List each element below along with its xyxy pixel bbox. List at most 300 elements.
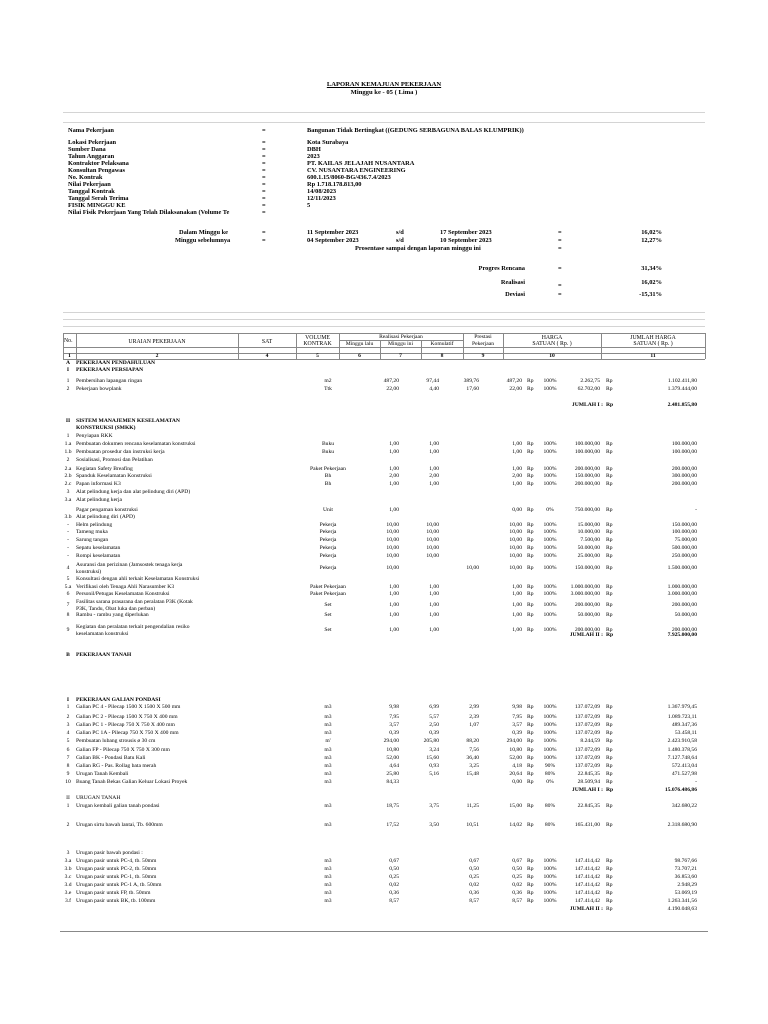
progress-plan-value: 31,34%	[641, 265, 662, 272]
cell-j: 250.000,00	[671, 553, 697, 559]
info-label: Tanggal Serah Terima	[68, 195, 129, 202]
cell-k: 7,95	[512, 714, 522, 720]
cell-u: Personil/Petugas Keselamatan Konstruksi	[76, 591, 170, 597]
cell-k: 10,00	[509, 522, 522, 528]
cell-v: 1,00	[389, 441, 399, 447]
cell-rp2: Rp	[606, 866, 613, 872]
column-number: 10	[549, 353, 555, 359]
cell-p: 100%	[543, 747, 557, 753]
cell-m1: 10,00	[426, 522, 439, 528]
cell-u: Pembuatan lubang strousis ø 30 cm	[76, 738, 156, 744]
cell-s: m3	[324, 822, 332, 828]
cell-s: Buku	[321, 449, 335, 455]
cell-h: 200.000,00	[574, 627, 600, 633]
cell-no: 2.c	[64, 481, 72, 487]
cell-m2: 389,76	[463, 378, 479, 384]
cell-u: Pembuatan dokumen rencana keselamatan konstruksi	[76, 441, 196, 447]
cell-rp: Rp	[527, 537, 534, 543]
cell-u: Sarung tangan	[76, 537, 109, 543]
cell-no: B	[66, 652, 70, 658]
cell-m1: 1,00	[429, 602, 439, 608]
cell-rp2: Rp	[606, 890, 613, 896]
cell-p: 90%	[544, 763, 556, 769]
cell-h: 137.072,09	[574, 730, 600, 736]
cell-p: 100%	[543, 612, 557, 618]
cell-no: -	[67, 537, 69, 543]
cell-s: Pekerja	[319, 529, 337, 535]
cell-m2: 88,20	[466, 738, 479, 744]
current-week-label: Dalam Minggu ke	[179, 229, 228, 236]
cell-s: Pekerja	[319, 522, 337, 528]
cell-no: 8	[66, 612, 70, 618]
cell-rp2: Rp	[606, 602, 613, 608]
cell-k: 14,02	[509, 822, 522, 828]
cell-m2: 10,51	[466, 822, 479, 828]
eq-sign: =	[262, 174, 266, 181]
cell-j: 1.089.723,11	[667, 714, 697, 720]
cell-m1: 10,00	[426, 529, 439, 535]
cell-rp2: Rp	[606, 402, 614, 408]
cell-rp: Rp	[527, 473, 534, 479]
cell-v: 0,50	[389, 866, 399, 872]
cell-k: 10,00	[509, 529, 522, 535]
cell-s: Unit	[323, 507, 333, 513]
cell-m2: 36,40	[466, 755, 479, 761]
cell-j: 200.000,00	[671, 466, 697, 472]
cell-m1: 6,99	[429, 704, 439, 710]
cell-p: 100%	[543, 882, 557, 888]
cell-s: Bh	[324, 473, 332, 479]
cell-rp2: Rp	[606, 730, 613, 736]
cell-k: 1,00	[512, 612, 522, 618]
cell-j: 342.680,22	[671, 803, 697, 809]
cell-s: m3	[324, 755, 332, 761]
cell-rp2: Rp	[606, 898, 613, 904]
cell-h: 137.072,09	[574, 714, 600, 720]
cell-m1: 1,00	[429, 449, 439, 455]
cell-rp2: Rp	[606, 627, 613, 633]
cell-k: 0,39	[512, 730, 522, 736]
cell-no: -	[67, 529, 69, 535]
cell-u: PEKERJAAN PERSIAPAN	[76, 367, 144, 373]
eq-sign: =	[262, 167, 266, 174]
col-kontrak-header: KONTRAK	[303, 341, 332, 347]
cell-rp2: Rp	[606, 822, 613, 828]
cell-h: 100.000,00	[574, 441, 600, 447]
cell-rp: Rp	[527, 612, 534, 618]
cell-h: 750.000,00	[574, 507, 600, 513]
cell-no: 3.a	[64, 497, 72, 503]
col-sat-header: SAT	[261, 339, 273, 345]
info-value: 600.1.15/8060-BG/436.7.4/2023	[307, 174, 391, 181]
cell-s: m3	[324, 730, 332, 736]
cell-h: 137.072,09	[574, 755, 600, 761]
cell-no: I	[66, 367, 70, 373]
cell-rp: Rp	[527, 822, 534, 828]
cell-v: 22,00	[386, 386, 399, 392]
cell-no: 3	[66, 489, 70, 495]
cell-u: URUGAN TANAH	[76, 795, 121, 801]
cell-s: m3	[324, 874, 332, 880]
cell-u: KONSTRUKSI (SMKK)	[76, 425, 136, 431]
cell-u: Galian PC 1A - Pilecap 750 X 750 X 400 mm	[76, 730, 179, 736]
cell-p: 100%	[543, 627, 557, 633]
cell-no: 6	[66, 591, 70, 597]
cell-lab: JUMLAH II :	[569, 906, 603, 912]
info-label: Konsultan Pengawas	[68, 167, 125, 174]
cell-v: 1,00	[389, 507, 399, 513]
cell-s: Bh	[324, 481, 332, 487]
cell-k: 487,20	[506, 378, 522, 384]
cell-j: 98.767,66	[674, 858, 697, 864]
cell-rp2: Rp	[606, 722, 613, 728]
eq-sign: =	[262, 160, 266, 167]
cell-v: 10,00	[386, 522, 399, 528]
cell-p: 100%	[543, 704, 557, 710]
cell-j: -	[695, 507, 697, 513]
cell-m2: 3,25	[469, 763, 479, 769]
cell-u: Urugan sirtu bawah lantai, Tb. 600mm	[76, 822, 163, 828]
cell-rp2: Rp	[606, 803, 613, 809]
info-value: PT. KAILAS JELAJAH NUSANTARA	[307, 160, 415, 167]
cell-j: 2.423.910,58	[667, 738, 697, 744]
cell-j: 73.707,21	[674, 866, 697, 872]
col-realisasi-header: Realisasi Pekerjaan	[379, 334, 423, 340]
cell-rp2: Rp	[606, 787, 614, 793]
cell-u: Urugan pasir bawah pondasi :	[76, 850, 143, 856]
cell-k: 10,00	[509, 553, 522, 559]
cell-k: 1,00	[512, 466, 522, 472]
cell-rp: Rp	[527, 522, 534, 528]
progress-real-label: Realisasi	[500, 279, 525, 286]
prev-week-label: Minggu sebelumnya	[175, 237, 231, 244]
col-volume-header: VOLUME	[305, 335, 330, 341]
eq-sign: =	[558, 265, 562, 272]
cell-j: 50.000,00	[674, 612, 697, 618]
cell-v: 18,75	[386, 803, 399, 809]
cell-rp: Rp	[527, 584, 534, 590]
cell-p: 100%	[543, 466, 557, 472]
cell-h: 28.509,94	[577, 779, 600, 785]
cell-m1: 5,16	[429, 771, 439, 777]
cell-no: -	[67, 553, 69, 559]
cell-s: Paket Pekerjaan	[310, 466, 346, 472]
cell-p: 100%	[543, 730, 557, 736]
cell-u: Pembuatan prosedur dan instruksi kerja	[76, 449, 165, 455]
cell-h: 147.414,42	[574, 898, 600, 904]
cell-no: -	[67, 545, 69, 551]
cell-rp: Rp	[527, 730, 534, 736]
table-bottom-border	[60, 931, 708, 932]
cell-m1: 205,80	[423, 738, 439, 744]
cell-v: 1,00	[389, 627, 399, 633]
cell-h: 100.000,00	[574, 449, 600, 455]
info-label: No. Kontrak	[68, 174, 103, 181]
cell-m1: 1,00	[429, 584, 439, 590]
cell-k: 52,00	[509, 755, 522, 761]
info-label: Tahun Anggaran	[68, 153, 115, 160]
cell-v: 0,67	[389, 858, 399, 864]
cell-rp: Rp	[527, 441, 534, 447]
cell-rp: Rp	[527, 529, 534, 535]
cell-rp: Rp	[527, 627, 534, 633]
cell-no: 3.b	[64, 866, 72, 872]
cell-j: 500.000,00	[671, 545, 697, 551]
column-number: 1	[68, 353, 71, 359]
cell-s: m3	[324, 890, 332, 896]
column-number: 5	[316, 353, 319, 359]
info-label: Lokasi Pekerjaan	[68, 139, 117, 146]
report-week: Minggu ke - 05 ( Lima )	[350, 89, 418, 96]
progress-real-value: 16,02%	[641, 279, 662, 286]
cell-v: 10,80	[386, 747, 399, 753]
cell-m1: 1,00	[429, 441, 439, 447]
cell-v: 8,57	[389, 898, 399, 904]
cell-rp: Rp	[527, 466, 534, 472]
col-minggu-lalu-header: Minggu lalu	[345, 341, 374, 347]
cell-v: 10,00	[386, 537, 399, 543]
sd-label: s/d	[396, 229, 404, 236]
cell-k: 0,67	[512, 858, 522, 864]
cell-j: 36.853,60	[674, 874, 697, 880]
cell-p: 100%	[543, 584, 557, 590]
cell-m1: 0,93	[429, 763, 439, 769]
cell-no: A	[65, 360, 71, 366]
cell-rp: Rp	[527, 602, 534, 608]
cell-h: 22.845,35	[577, 803, 600, 809]
cell-u: Galian FP - Pilecap 750 X 750 X 300 mm	[76, 747, 170, 753]
cell-rp2: Rp	[606, 738, 613, 744]
cell-v: 10,00	[386, 529, 399, 535]
cell-j: 75.000,00	[674, 537, 697, 543]
cell-rp: Rp	[527, 565, 534, 571]
cell-rp2: Rp	[606, 507, 613, 513]
cell-s: Pekerja	[319, 537, 337, 543]
cell-no: II	[65, 418, 71, 424]
cell-m2: 11,25	[466, 803, 479, 809]
cell-h: 147.414,42	[574, 866, 600, 872]
cell-v: 3,57	[389, 722, 399, 728]
cell-rp: Rp	[527, 449, 534, 455]
cell-m2: 7,56	[469, 747, 479, 753]
cell-v: 1,00	[389, 591, 399, 597]
cell-m2: 2,39	[469, 714, 479, 720]
cell-v: 0,25	[389, 874, 399, 880]
cell-u: Galian BK - Pondasi Batu Kali	[76, 755, 146, 761]
cell-s: m3	[324, 866, 332, 872]
cell-u: PEKERJAAN PENDAHULUAN	[76, 360, 156, 366]
col-harga-satuan-header: SATUAN ( Rp. )	[532, 341, 572, 347]
col-pekerjaan-header: Pekerjaan	[471, 341, 495, 347]
cell-p: 0%	[546, 779, 554, 785]
cell-v: 25,80	[386, 771, 399, 777]
info-label: Nilai Pekerjaan	[68, 181, 111, 188]
progress-plan-label: Progres Rencana	[478, 265, 525, 272]
cell-j: 200.000,00	[671, 602, 697, 608]
cell-rp2: Rp	[606, 537, 613, 543]
cell-j: -	[695, 779, 697, 785]
cell-u: Galian PC 1 - Pilecap 750 X 750 X 400 mm	[76, 722, 175, 728]
cell-k: 1,00	[512, 449, 522, 455]
cell-no: 3.b	[64, 514, 72, 520]
cell-u: Alat pelindung kerja dan alat pelindung diri (APD)	[76, 489, 191, 495]
cell-h: 8.244,59	[580, 738, 600, 744]
cell-u: Helm pelindung	[76, 522, 113, 528]
cell-v: 52,00	[386, 755, 399, 761]
cell-j: 200.000,00	[671, 481, 697, 487]
cell-s: m3	[324, 898, 332, 904]
eq-sign: =	[262, 237, 266, 244]
cell-p: 100%	[543, 858, 557, 864]
cell-p: 100%	[543, 529, 557, 535]
cell-p: 100%	[543, 602, 557, 608]
col-uraian-header: URAIAN PEKERJAAN	[128, 339, 186, 345]
cell-m2: 0,02	[469, 882, 479, 888]
cell-s: m3	[324, 803, 332, 809]
cell-rp: Rp	[527, 803, 534, 809]
cell-m1: 3,75	[429, 803, 439, 809]
cell-rp2: Rp	[606, 466, 613, 472]
eq-sign: =	[262, 209, 266, 216]
column-number: 11	[650, 353, 656, 359]
cell-m2: 1,07	[469, 722, 479, 728]
report-title: LAPORAN KEMAJUAN PEKERJAAN	[326, 81, 442, 88]
eq-sign: =	[262, 181, 266, 188]
column-number: 4	[265, 353, 269, 359]
col-no-header: No.	[64, 338, 73, 344]
cell-p: 100%	[543, 481, 557, 487]
info-value: 2023	[307, 153, 320, 160]
cell-rp2: Rp	[606, 714, 613, 720]
cell-no: 3.d	[64, 882, 72, 888]
cell-v: 0,36	[389, 890, 399, 896]
eq-sign: =	[558, 229, 562, 236]
cell-no: 10	[65, 779, 71, 785]
cell-s: m3	[324, 704, 332, 710]
cell-p: 100%	[543, 537, 557, 543]
cell-k: 10,00	[509, 537, 522, 543]
eq-sign: =	[262, 188, 266, 195]
cell-no: 3	[66, 722, 70, 728]
cell-h: 200.000,00	[574, 602, 600, 608]
info-value: Kota Surabaya	[307, 139, 349, 146]
col-komulatif-header: Komulatif	[430, 341, 454, 347]
cell-p: 100%	[543, 738, 557, 744]
info-label: FISIK MINGGU KE	[68, 202, 126, 209]
cell-rp: Rp	[527, 738, 534, 744]
cell-j: 100.000,00	[671, 449, 697, 455]
cell-rp2: Rp	[606, 378, 613, 384]
cell-u: Konsultasi dengan ahli terkait Keselamatan Konstruksi	[76, 576, 200, 582]
cell-u: Penyiapan RKK	[76, 433, 113, 439]
cell-rp2: Rp	[606, 612, 613, 618]
cell-u: Urugan pasir untuk FP, tb. 50mm	[76, 890, 151, 896]
eq-sign: =	[558, 237, 562, 244]
cell-s: Paket Pekerjaan	[310, 584, 346, 590]
cell-v: 17,52	[386, 822, 399, 828]
cell-no: 2.a	[64, 466, 72, 472]
cell-h: 137.072,09	[574, 747, 600, 753]
cell-no: 4	[66, 565, 70, 571]
cell-h: 62.702,00	[577, 386, 600, 392]
cell-s: Pekerja	[319, 553, 337, 559]
cell-p: 100%	[543, 714, 557, 720]
cell-p: 100%	[543, 898, 557, 904]
col-minggu-ini-header: Minggu ini	[387, 341, 414, 347]
cell-no: II	[66, 795, 70, 801]
cell-h: 10.000,00	[577, 529, 600, 535]
cell-m2: 2,99	[469, 704, 479, 710]
cell-p: 100%	[543, 473, 557, 479]
cell-h: 137.072,09	[574, 722, 600, 728]
cell-h: 25.000,00	[577, 553, 600, 559]
cell-m1: 5,57	[429, 714, 439, 720]
cell-rp2: Rp	[606, 441, 613, 447]
eq-sign: =	[262, 139, 266, 146]
col-prestasi-header: Prestasi	[474, 334, 492, 340]
cell-j: 489.347,36	[671, 722, 697, 728]
cell-u: Spanduk Keselamatan Konstruksi	[76, 473, 152, 479]
cell-no: 5	[66, 738, 70, 744]
cell-v: 2,00	[389, 473, 399, 479]
cell-rp: Rp	[527, 591, 534, 597]
cell-rp: Rp	[527, 722, 534, 728]
cell-rp: Rp	[527, 704, 534, 710]
cell-u: Galian PC 2 - Pilecap 1500 X 750 X 400 mm	[76, 714, 178, 720]
progress-dev-value: -15,31%	[639, 291, 662, 298]
cell-j: 7.127.748,64	[667, 755, 697, 761]
cell-k: 9,98	[512, 704, 522, 710]
cell-rp2: Rp	[606, 553, 613, 559]
cell-rp2: Rp	[606, 874, 613, 880]
eq-sign: =	[262, 146, 266, 153]
cell-v: 487,20	[383, 378, 399, 384]
cell-p: 100%	[543, 591, 557, 597]
cell-h: 147.414,42	[574, 882, 600, 888]
cell-p: 100%	[543, 449, 557, 455]
cell-rp: Rp	[527, 755, 534, 761]
cell-rp2: Rp	[606, 779, 613, 785]
cell-u: Pembersihan lapangan ringan	[76, 378, 143, 384]
cell-s: m'	[325, 738, 331, 744]
cell-p: 80%	[544, 803, 556, 809]
prev-to: 10 September 2023	[440, 237, 492, 244]
cell-k: 2,00	[512, 473, 522, 479]
eq-sign: =	[262, 202, 266, 209]
cell-s: m3	[324, 747, 332, 753]
cell-k: 1,00	[512, 627, 522, 633]
cell-u: Urugan pasir untuk BK, tb. 100mm	[76, 898, 156, 904]
cell-h: 137.072,09	[574, 763, 600, 769]
cell-j: 1.480.378,56	[667, 747, 697, 753]
cell-rp2: Rp	[606, 545, 613, 551]
cell-p: 100%	[543, 565, 557, 571]
cell-j: 100.000,00	[671, 529, 697, 535]
cell-p: 100%	[543, 874, 557, 880]
cell-j: 100.000,00	[671, 441, 697, 447]
cell-j: 53.069,19	[674, 890, 697, 896]
cell-m1: 1,00	[429, 627, 439, 633]
cell-rp: Rp	[527, 386, 534, 392]
info-value: 14/08/2023	[307, 188, 337, 195]
cell-m1: 2,50	[429, 722, 439, 728]
cell-m2: 10,00	[466, 565, 479, 571]
cell-k: 0,02	[512, 882, 522, 888]
cell-rp2: Rp	[606, 449, 613, 455]
eq-sign: =	[262, 195, 266, 202]
cell-h: 137.072,09	[574, 704, 600, 710]
cell-u: Galian RG - Pas. Rollag bata merah	[76, 763, 157, 769]
